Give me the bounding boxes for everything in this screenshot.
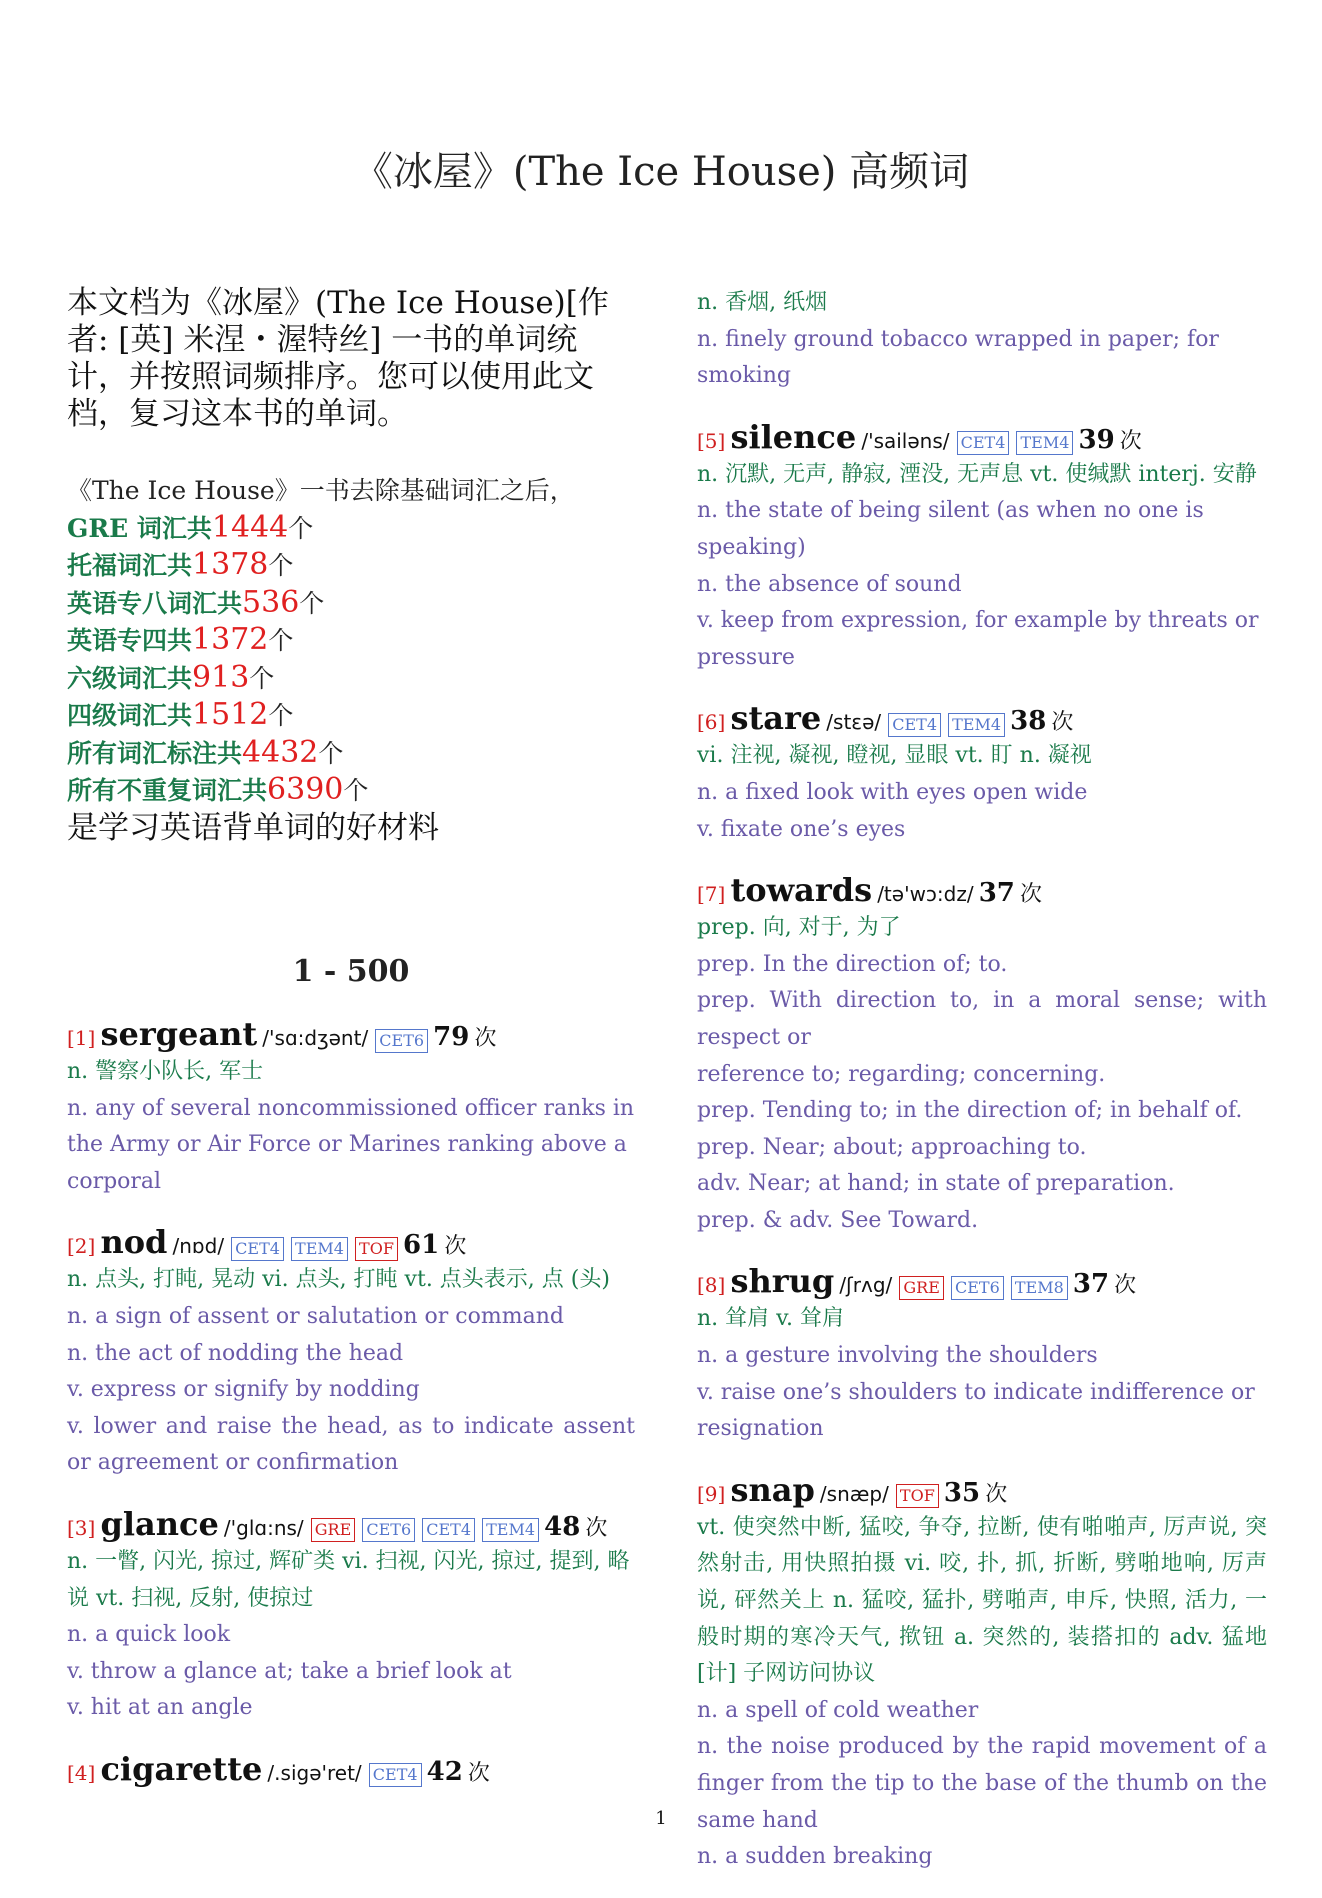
word-entry	[67, 1222, 635, 1482]
entry-head	[697, 870, 1267, 910]
stat-number: 1378	[192, 547, 269, 582]
entry-count-unit: 次	[1051, 710, 1074, 736]
entry-word: glance	[100, 1504, 219, 1543]
stat-row-tem4	[67, 622, 635, 660]
english-definition: n. the state of being silent (as when no one is speaking)	[697, 498, 1204, 560]
exam-tag: CET4	[369, 1763, 422, 1787]
entry-head	[697, 1470, 1267, 1510]
english-definition: v. keep from expression, for example by threats or pressure	[697, 608, 1259, 670]
stat-row-unique	[67, 772, 635, 810]
exam-tag: GRE	[311, 1518, 356, 1542]
entry-head	[697, 1261, 1267, 1301]
english-definition: n. the absence of sound	[697, 571, 962, 597]
english-definition: n. finely ground tobacco wrapped in paper; for smoking	[697, 326, 1219, 389]
english-definition: prep. In the direction of; to.	[697, 951, 1008, 977]
entry-phonetic: /'sailəns/	[861, 428, 950, 453]
entry-count-unit: 次	[985, 1481, 1008, 1507]
range-heading: 1 - 500	[292, 954, 410, 989]
stat-label: 托福词汇共	[67, 551, 193, 580]
exam-tag: TEM4	[948, 713, 1005, 737]
stat-row-cet6	[67, 660, 635, 698]
english-definition: n. the act of nodding the head	[67, 1340, 404, 1366]
stat-unit: 个	[268, 626, 294, 655]
english-definition: n. any of several noncommissioned officer ranks in the Army or Air Force or Marines ranking above a corporal	[67, 1095, 635, 1194]
chinese-definition: n. 香烟, 纸烟	[697, 290, 828, 315]
stat-number: 1512	[192, 697, 269, 732]
entry-index: [6]	[697, 710, 726, 735]
entry-word: silence	[730, 417, 857, 456]
word-entry	[697, 1261, 1267, 1447]
intro-paragraph: 本文档为《冰屋》(The Ice House)[作者: [英] 米涅・渥特丝] 一书的单词统计，并按照词频排序。您可以使用此文档，复习这本书的单词。	[67, 285, 609, 432]
stat-label: 所有不重复词汇共	[67, 776, 268, 805]
entry-phonetic: /ʃrʌg/	[839, 1273, 893, 1298]
entry-word: towards	[730, 871, 873, 910]
stat-label: 所有词汇标注共	[67, 738, 243, 768]
entry-index: [3]	[67, 1515, 96, 1540]
english-definition: prep. Near; about; approaching to.	[697, 1134, 1087, 1160]
entry-head	[67, 1014, 635, 1054]
entry-count-unit: 次	[474, 1026, 497, 1051]
entry-index: [9]	[697, 1481, 726, 1506]
exam-tag: GRE	[899, 1276, 944, 1300]
chinese-definition: prep. 向, 对于, 为了	[697, 915, 901, 941]
stats-block	[67, 473, 635, 846]
stat-row-cet4	[67, 697, 635, 735]
word-entry-continued	[697, 285, 1267, 395]
english-definition: n. a fixed look with eyes open wide	[697, 779, 1088, 805]
stat-unit: 个	[318, 738, 344, 768]
english-definition: v. lower and raise the head, as to indicate assent or agreement or confirmation	[67, 1413, 635, 1476]
entry-count: 39	[1078, 424, 1115, 455]
entry-phonetic: /stεə/	[826, 710, 882, 735]
stat-number: 4432	[242, 734, 319, 770]
word-entry	[697, 870, 1267, 1239]
exam-tag: TEM4	[1016, 431, 1073, 455]
entry-word: stare	[730, 699, 822, 738]
english-definition: reference to; regarding; concerning.	[697, 1061, 1106, 1087]
english-definition: v. throw a glance at; take a brief look at	[67, 1658, 512, 1684]
entry-index: [8]	[697, 1273, 726, 1298]
entry-count-unit: 次	[585, 1515, 608, 1541]
entry-count: 48	[544, 1511, 581, 1542]
entry-phonetic: /tə'wɔ:dz/	[877, 882, 974, 907]
exam-tag: CET6	[362, 1518, 415, 1542]
exam-tag: CET4	[231, 1237, 284, 1261]
entry-count-unit: 次	[444, 1234, 467, 1260]
stat-unit: 个	[249, 663, 275, 693]
stat-label: 英语专四共	[67, 626, 193, 655]
exam-tag: TEM4	[291, 1237, 348, 1261]
chinese-definition: n. 点头, 打盹, 晃动 vi. 点头, 打盹 vt. 点头表示, 点 (头)	[67, 1267, 610, 1293]
entry-count-unit: 次	[1114, 1273, 1137, 1299]
stat-label: 六级词汇共	[67, 663, 193, 693]
exam-tag: TOF	[355, 1237, 398, 1261]
entry-phonetic: /.sigə'ret/	[267, 1760, 362, 1785]
stat-number: 913	[192, 659, 250, 695]
chinese-definition: vi. 注视, 凝视, 瞪视, 显眼 vt. 盯 n. 凝视	[697, 743, 1092, 769]
entry-count: 42	[426, 1756, 463, 1787]
word-entry	[67, 1504, 635, 1727]
chinese-definition: n. 沉默, 无声, 静寂, 湮没, 无声息 vt. 使缄默 interj. 安静	[697, 461, 1257, 487]
stat-unit: 个	[343, 776, 369, 805]
entry-head	[697, 698, 1267, 738]
entry-count: 61	[403, 1230, 440, 1261]
entry-count-unit: 次	[467, 1760, 490, 1786]
entry-word: shrug	[730, 1262, 835, 1301]
entry-count-unit: 次	[1019, 882, 1042, 908]
stat-row-gre	[67, 510, 635, 548]
left-column	[67, 285, 635, 1811]
english-definition: n. the noise produced by the rapid movement of a finger from the tip to the base of the thumb on the same hand	[697, 1734, 1267, 1833]
word-entry	[67, 1014, 635, 1200]
entry-phonetic: /'sɑ:dʒənt/	[262, 1026, 369, 1050]
exam-tag: CET4	[957, 431, 1010, 455]
word-entry	[697, 698, 1267, 848]
stat-number: 6390	[267, 772, 344, 807]
entry-word: cigarette	[100, 1749, 263, 1788]
entry-head	[67, 1749, 635, 1789]
entry-count: 37	[1072, 1269, 1110, 1300]
english-definition: v. hit at an angle	[67, 1695, 253, 1721]
english-definition: prep. With direction to, in a moral sense; with respect or	[697, 988, 1267, 1050]
stat-label: GRE 词汇共	[67, 513, 212, 543]
english-definition: v. fixate one’s eyes	[697, 816, 906, 842]
english-definition: adv. Near; at hand; in state of preparation.	[697, 1171, 1175, 1197]
english-definition: prep. Tending to; in the direction of; in behalf of.	[697, 1098, 1243, 1124]
stat-unit: 个	[268, 551, 294, 580]
exam-tag: TEM8	[1011, 1276, 1068, 1300]
english-definition: v. raise one’s shoulders to indicate indifference or resignation	[697, 1379, 1255, 1442]
entry-phonetic: /nɒd/	[172, 1234, 225, 1259]
entry-count: 37	[978, 878, 1015, 909]
exam-tag: CET4	[422, 1518, 475, 1542]
entry-index: [4]	[67, 1760, 96, 1785]
entry-word: sergeant	[100, 1015, 258, 1053]
entry-index: [5]	[697, 428, 726, 453]
entry-count: 35	[943, 1477, 981, 1508]
stat-row-toefl	[67, 547, 635, 585]
stat-unit: 个	[288, 513, 314, 543]
english-definition: n. a sign of assent or salutation or command	[67, 1303, 564, 1329]
entry-count: 38	[1010, 706, 1047, 737]
page-number: 1	[655, 1808, 667, 1829]
word-entry	[67, 1749, 635, 1789]
english-definition: v. express or signify by nodding	[67, 1377, 420, 1403]
entry-word: nod	[100, 1223, 168, 1262]
english-definition: prep. & adv. See Toward.	[697, 1207, 979, 1233]
entry-count-unit: 次	[1119, 428, 1142, 454]
entry-head	[67, 1504, 635, 1544]
english-definition: n. a quick look	[67, 1622, 231, 1648]
entry-index: [1]	[67, 1026, 96, 1050]
stat-unit: 个	[299, 588, 325, 618]
word-entry	[697, 417, 1267, 677]
entry-index: [2]	[67, 1234, 96, 1259]
entry-word: snap	[730, 1470, 815, 1509]
chinese-definition: n. 一瞥, 闪光, 掠过, 辉矿类 vi. 扫视, 闪光, 掠过, 提到, 略说 vt. 扫视, 反射, 使掠过	[67, 1548, 630, 1611]
entry-phonetic: /snæp/	[819, 1481, 889, 1506]
stat-number: 536	[242, 584, 300, 620]
stat-label: 英语专八词汇共	[67, 588, 243, 618]
exam-tag: CET4	[888, 713, 941, 737]
exam-tag: CET6	[375, 1029, 428, 1053]
exam-tag: TOF	[896, 1484, 939, 1508]
stat-row-all-tagged	[67, 735, 635, 773]
entry-head	[67, 1222, 635, 1262]
entry-count: 79	[433, 1022, 470, 1052]
document-title: 《冰屋》(The Ice House) 高频词	[352, 149, 970, 195]
stats-lead: 《The Ice House》一书去除基础词汇之后，	[67, 476, 575, 505]
right-column	[697, 285, 1267, 1898]
stat-row-tem8	[67, 585, 635, 623]
english-definition: n. a gesture involving the shoulders	[697, 1343, 1098, 1369]
stat-unit: 个	[268, 701, 294, 730]
entry-head	[697, 417, 1267, 457]
stat-number: 1372	[192, 622, 269, 657]
entry-phonetic: /'glɑ:ns/	[223, 1515, 304, 1540]
english-definition: n. a spell of cold weather	[697, 1697, 979, 1723]
entry-index: [7]	[697, 882, 726, 907]
exam-tag: CET6	[951, 1276, 1004, 1300]
stat-label: 四级词汇共	[67, 701, 193, 730]
chinese-definition: vt. 使突然中断, 猛咬, 争夺, 拉断, 使有啪啪声, 厉声说, 突然射击, 用快照拍摄 vi. 咬, 扑, 抓, 折断, 劈啪地响, 厉声说, 砰然关上 n. 猛咬, 猛扑, 劈啪声, 申斥, 快照, 活力, 一般时期的寒冷天气, 揿钮 a. 突然的, 装搭扣的 adv. 猛地 [计] 子网访问协议	[697, 1514, 1267, 1687]
exam-tag: TEM4	[482, 1518, 539, 1542]
stats-closing: 是学习英语背单词的好材料	[67, 809, 439, 846]
chinese-definition: n. 警察小队长, 军士	[67, 1059, 264, 1084]
english-definition: n. a sudden breaking	[697, 1844, 933, 1870]
stat-number: 1444	[211, 509, 289, 545]
chinese-definition: n. 耸肩 v. 耸肩	[697, 1306, 844, 1332]
